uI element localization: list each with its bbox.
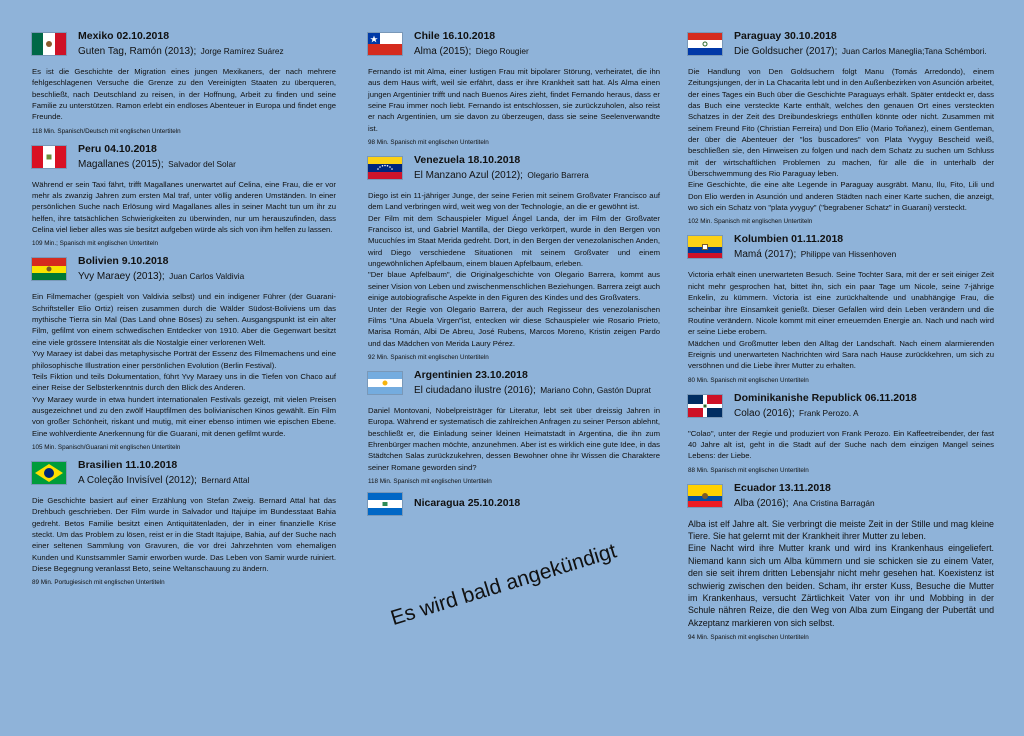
- venezuela-flag-icon: [368, 157, 402, 179]
- entry-header: [688, 233, 994, 261]
- screening-date: Venezuela 18.10.2018: [414, 154, 521, 167]
- entry-header: [32, 255, 336, 283]
- screening-date: Ecuador 13.11.2018: [734, 481, 831, 494]
- film-description: Alba ist elf Jahre alt. Sie verbringt die meiste Zeit in der Stille und mag kleine Tiere. Sie hat gelernt mit der Krankheit ihrer Mutter zu leben. Eine Nacht wird ihre Mutter krank und wird ins Krankenhaus eingeliefert. Niemand kann sich um Alba kümmern und sie schicken sie zu einem Vater, den sie seit ihrem dritten Lebensjahr nicht mehr gesehen hat. Koexistenz ist schwierig zwischen den beiden. Scham, ihr erster Kuss, Besuche die Mutter im Krankenhaus, versucht Zärtlichkeit Vater von ihr und Mobbing in der Schule nähren Reize, die den Weg von Alba zum Eingang der Pubertät und Akzeptanz markieren von sich selbst.: [688, 518, 994, 628]
- entry-mexiko: [32, 30, 336, 135]
- film-title: Die Goldsucher (2017);: [734, 46, 838, 57]
- film-description: Es ist die Geschichte der Migration eines jungen Mexikaners, der nach mehrere fehlgeschlagenen Versuche die Grenze zu den Vereinigten Staaten zu überqueren, beschließt, nach Deutschland zu reisen, in der Hoffnung, Arbeit zu finden und seine Familie zu unterstützen. Ramon erlebt ein endloses Abenteuer in Europa und findet enge Freunde.: [32, 67, 336, 122]
- entry-header: [368, 369, 660, 397]
- film-meta: 80 Min. Spanisch mit englischen Untertiteln: [688, 376, 809, 384]
- film-title: Mamá (2017);: [734, 249, 797, 261]
- entry-chile: [368, 30, 660, 146]
- colombia-flag-icon: [688, 236, 722, 258]
- film-title: A Coleção Invisível (2012);: [78, 474, 197, 486]
- film-meta: 118 Min. Spanisch mit englischen Untertiteln: [368, 477, 492, 485]
- film-director: Juan Carlos Maneglia;Tana Schémbori.: [841, 46, 987, 56]
- screening-date: Chile 16.10.2018: [414, 30, 496, 42]
- film-title: El ciudadano ilustre (2016);: [414, 384, 536, 396]
- film-director: Philippe van Hissenhoven: [800, 249, 897, 260]
- entry-header: [368, 493, 660, 515]
- entry-venezuela: [368, 154, 660, 361]
- nicaragua-flag-icon: [368, 493, 402, 515]
- entry-paraguay: [688, 30, 994, 225]
- film-title: Alma (2015);: [414, 46, 472, 57]
- film-meta: 92 Min. Spanisch mit englischen Untertiteln: [368, 353, 489, 361]
- film-description: Während er sein Taxi fährt, trifft Magallanes unerwartet auf Celina, eine Frau, die er vor mehr als zwanzig Jahren zum ersten Mal traf, unter völlig anderen Umständen. In einer persönlichen Suche nach Erlösung wird Magallanes alles in seiner Macht tun um ihr zu helfen, ihre tatsächlichen Schwierigkeiten zu überwinden, nur um herauszufinden, dass Celina viel lieber alles was sie besitzt aufgeben würde als sich von ihm helfen zu lassen.: [32, 179, 336, 235]
- entry-brasilien: [32, 459, 336, 586]
- column-1: [32, 30, 336, 594]
- film-description: Fernando ist mit Alma, einer lustigen Frau mit bipolarer Störung, verheiratet, die ihn aus dem Haus wirft, weil sie erfährt, dass er ihre Krankheit satt hat. Als Alma einen jungen Argentinier trifft und nach Buenos Aires zieht, findet Fernando heraus, dass er seine Frau immer noch liebt. Fernando ist entschlossen, sie zurückzuholen, also reist er nach Argentinien, um sie davon zu überzeugen, dass sie seine Seelenverwandte ist.: [368, 67, 660, 133]
- film-director: Mariano Cohn, Gastón Duprat: [540, 384, 651, 395]
- film-meta: 102 Min. Spanisch mit englischen Untertiteln: [688, 218, 813, 226]
- entry-dominikanische: [688, 392, 994, 474]
- entry-header: [32, 459, 336, 487]
- film-meta: 109 Min.; Spanisch mit englischen Untertiteln: [32, 240, 159, 248]
- film-description: Die Geschichte basiert auf einer Erzählung von Stefan Zweig. Bernard Attal hat das Drehbuch geschrieben. Der Film wurde in Salvador und Itajuipe im Bundesstaat Bahia gedreht. Betos Familie besitzt einen Antiquitätenladen, der in einer finanzielle Krise steckt. Um das Problem zu lösen, reist er in die Stadt Itajuipe, Bahia, auf der Suche nach einer seltenen Sammlung von Gravuren, die vor drei Jahrzehnten vom ehemaligen Kunden und Kunstsammler Samir erworben wurde. Das Leben von Samir wurde ruiniert. Diese Begegnung veranlasst Beto, seine Weltanschauung zu ändern.: [32, 495, 336, 573]
- entry-header: [688, 30, 994, 58]
- film-director: Olegario Barrera: [527, 170, 589, 181]
- dominican-republic-flag-icon: [688, 395, 722, 417]
- entry-argentinien: [368, 369, 660, 485]
- screening-date: Bolivien 9.10.2018: [78, 255, 169, 268]
- film-director: Diego Rougier: [475, 46, 529, 56]
- film-director: Bernard Attal: [201, 474, 250, 485]
- film-description: Diego ist ein 11-jähriger Junge, der seine Ferien mit seinem Großvater Francisco auf dem Land verbringen wird, weit weg von der Technologie, an die er gewöhnt ist. Der Film mit dem Schauspieler Miguel Ángel Landa, der im Film der Großvater Francisco ist, und Gabriel Mantilla, der Diego verkörpert, wurde in den Bergen von Mucuchíes im Staat Merida gedreht. Dort, in den Bergen der venezolanischen Anden, wird Diego verschiedene Situationen mit seinem Großvater und einem ungewöhnlichen Apfelbaum, einem blauen Apfelbaum, erleben. "Der blaue Apfelbaum", die Originalgeschichte von Olegario Barrera, kommt aus seiner Vision von Leben und zwischenmenschlichen Beziehungen. Barrera zeigt auch einige autobiografische Aspekte in den Figuren des Kindes und des Großvaters. Unter der Regie von Olegario Barrera, der auch Regisseur des venezolanischen Films "Una Abuela Virgen"ist, entecken wir diese Schauspieler wie Rosario Prieto, Marisa Román, Albi De Abreu, José Rubens, Marcos Moreno, Kristin zeigen Pardo und das Mädchen von Merida Laury Pérez.: [368, 191, 660, 348]
- peru-flag-icon: [32, 146, 66, 168]
- film-meta: 88 Min. Spanisch mit englischen Untertiteln: [688, 466, 809, 474]
- argentina-flag-icon: [368, 372, 402, 394]
- entry-header: [368, 30, 660, 58]
- entry-nicaragua: [368, 493, 660, 515]
- film-title: Magallanes (2015);: [78, 158, 164, 170]
- coming-soon-note: Es wird bald angekündigt: [387, 539, 620, 631]
- column-3: [688, 30, 994, 649]
- film-description: Victoria erhält einen unerwarteten Besuch. Seine Tochter Sara, mit der er seit einiger Zeit nicht mehr gesprochen hat, bittet ihn, sich ein paar Tage um Nicole, seine 7-jährige Enkelin, zu kümmern. Victoria ist eine zurückhaltende und unabhängige Frau, die scheinbar ihre Einsamkeit genießt. Dieser Gefallen wird dein Leben verändern und die Routine verändern. Nicole kommt mit einer erneuernden Energie an. Nach und nach wird er seine Liebe erobern. Mädchen und Großmutter leben den Alltag der Landschaft. Nach einem alarmierenden Ereignis und unerwarteten Nachrichten wird Sara nach Hause zurückkehren, um sich zu versöhnen und die Liebe ihrer Mutter zu erhalten.: [688, 270, 994, 371]
- screening-date: Dominikanishe Republick 06.11.2018: [734, 391, 917, 404]
- column-2: [368, 30, 660, 523]
- screening-date: Paraguay 30.10.2018: [734, 30, 837, 42]
- film-title: Guten Tag, Ramón (2013);: [78, 46, 197, 57]
- film-title: Colao (2016);: [734, 407, 795, 419]
- film-meta: 98 Min. Spanisch mit englischen Untertiteln: [368, 139, 489, 147]
- film-director: Juan Carlos Valdivia: [169, 271, 245, 282]
- ecuador-flag-icon: [688, 485, 722, 507]
- entry-header: [32, 30, 336, 58]
- film-director: Ana Cristina Barragán: [792, 497, 875, 508]
- film-meta: 118 Min. Spanisch/Deutsch mit englischen Untertiteln: [32, 127, 181, 135]
- entry-header: [32, 143, 336, 171]
- screening-date: Nicaragua 25.10.2018: [414, 497, 521, 510]
- film-meta: 105 Min. Spanisch/Guarani mit englischen Untertiteln: [32, 443, 181, 451]
- entry-header: [688, 482, 994, 510]
- entry-peru: [32, 143, 336, 248]
- entry-ecuador: [688, 482, 994, 642]
- chile-flag-icon: [368, 33, 402, 55]
- entry-header: [368, 154, 660, 182]
- screening-date: Peru 04.10.2018: [78, 142, 157, 155]
- film-director: Salvador del Solar: [168, 158, 236, 169]
- film-description: Die Handlung von Den Goldsuchern folgt Manu (Tomás Arredondo), einem Zeitungsjungen, der in La Chacarita lebt und in den Außenbezirken von Asunción arbeitet, der eines Tages ein Buch über die Geschichte Paraguays erhält. Später entdeckt er, dass das Buch eine versteckte Karte enthält, welches den genauen Ort eines versteckten Schatzes in der Zeit des Dreibundeskriegs enthüllen könnte oder nicht. Zusammen mit seinem Freund Fito (Christian Ferreira) und Don Elio (Mario Toñanez), einem Gentleman, der über die Abenteuer der "los buscadores" von Plata Yvyguy Bescheid weiß, beschließen sie, den Hinweisen zu folgen und nach dem Schatz zu suchen um Schluss mit der wirtschaftlichen Problemen zu machen, für alle die in unterhalb der Überschwemmung des Rio Paraguay leben. Eine Geschichte, die eine alte Legende in Paraguay ausgräbt. Manu, Ilu, Fito, Lili und Don Elio werden in Asunción und anderen Städten nach einer Karte suchen, die anzeigt, wo sich ein Schatz von "plata yvyguy" ("begrabener Schatz" in Guarani) versteckt.: [688, 67, 994, 213]
- film-meta: 89 Min. Portugiesisch mit englischen Untertiteln: [32, 579, 165, 587]
- film-title: Alba (2016);: [734, 497, 789, 509]
- screening-date: Kolumbien 01.11.2018: [734, 233, 844, 246]
- screening-date: Mexiko 02.10.2018: [78, 30, 170, 42]
- film-meta: 94 Min. Spanisch mit englischen Untertiteln: [688, 634, 809, 642]
- mexico-flag-icon: [32, 33, 66, 55]
- film-director: Frank Perozo. A: [799, 407, 859, 418]
- film-title: El Manzano Azul (2012);: [414, 170, 523, 182]
- entry-bolivien: [32, 255, 336, 450]
- film-description: Ein Filmemacher (gespielt von Valdivia selbst) und ein indigener Führer (der Guarani-Schriftsteller Elio Ortiz) reisen zusammen durch die Wälder Südost-Boliviens um das mythische Tierra sin Mal (Das Land ohne Böses) zu sehen. Ausgangspunkt ist ein alter Film, gefilmt von einem schwedischen Entdecker von 1910. Aber die Gegenwart besitzt eine viele grössere Intensität als die Nostalgie einer verlorenen Welt. Yvy Maraey ist dabei das metaphysische Porträt der Essenz des Filmemachens und eine philosophische Illustration einer persönlichen Evolution (Berlin Festival). Teils Fiktion und teils Dokumentation, führt Yvy Maraey uns in die Tiefen von Chaco auf einer Reise der Selbsterkenntnis durch den Blick des Anderen. Yvy Maraey wurde in etwa hundert internationalen Festivals gezeigt, mit vielen Preisen ausgezeichnet und zu den zwölf Hauptfilmen des bolivianischen Kinos gewählt. Ein Film von großer Schönheit, riskant und mutig, mit einer ebenso intimen wie epischen Ebene. Eine wohlverdiente Anerkennung für die Guarani, mit denen gefilmt wurde.: [32, 292, 336, 438]
- entry-kolumbien: [688, 233, 994, 383]
- screening-date: Brasilien 11.10.2018: [78, 458, 178, 471]
- film-description: Daniel Montovani, Nobelpreisträger für Literatur, lebt seit über dreissig Jahren in Europa. Während er systematisch die zahlreichen Anfragen zu seiner Person ablehnt, beschließt er, die Einladung seiner kleinen Heimatstadt in Argentina, die ihn zum Ehrenbürger machen möchte, anzunehmen. Aber ist es wirklich eine gute Idee, in das Städtchen Salas zurückzukehren, dessen Bewohner ohne ihr Wissen die Charaktere seiner Romane geworden sind?: [368, 405, 660, 472]
- paraguay-flag-icon: [688, 33, 722, 55]
- entry-header: [688, 392, 994, 420]
- film-title: Yvy Maraey (2013);: [78, 271, 165, 283]
- screening-date: Argentinien 23.10.2018: [414, 368, 528, 381]
- film-description: "Colao", unter der Regie und produziert von Frank Perozo. Ein Kaffeetreibender, der fast 40 Jahre alt ist, geht in die Stadt auf der Suche nach dem einzigen Mangel seines Lebens: der Liebe.: [688, 428, 994, 461]
- bolivia-flag-icon: [32, 258, 66, 280]
- film-director: Jorge Ramírez Suárez: [200, 46, 284, 56]
- brazil-flag-icon: [32, 462, 66, 484]
